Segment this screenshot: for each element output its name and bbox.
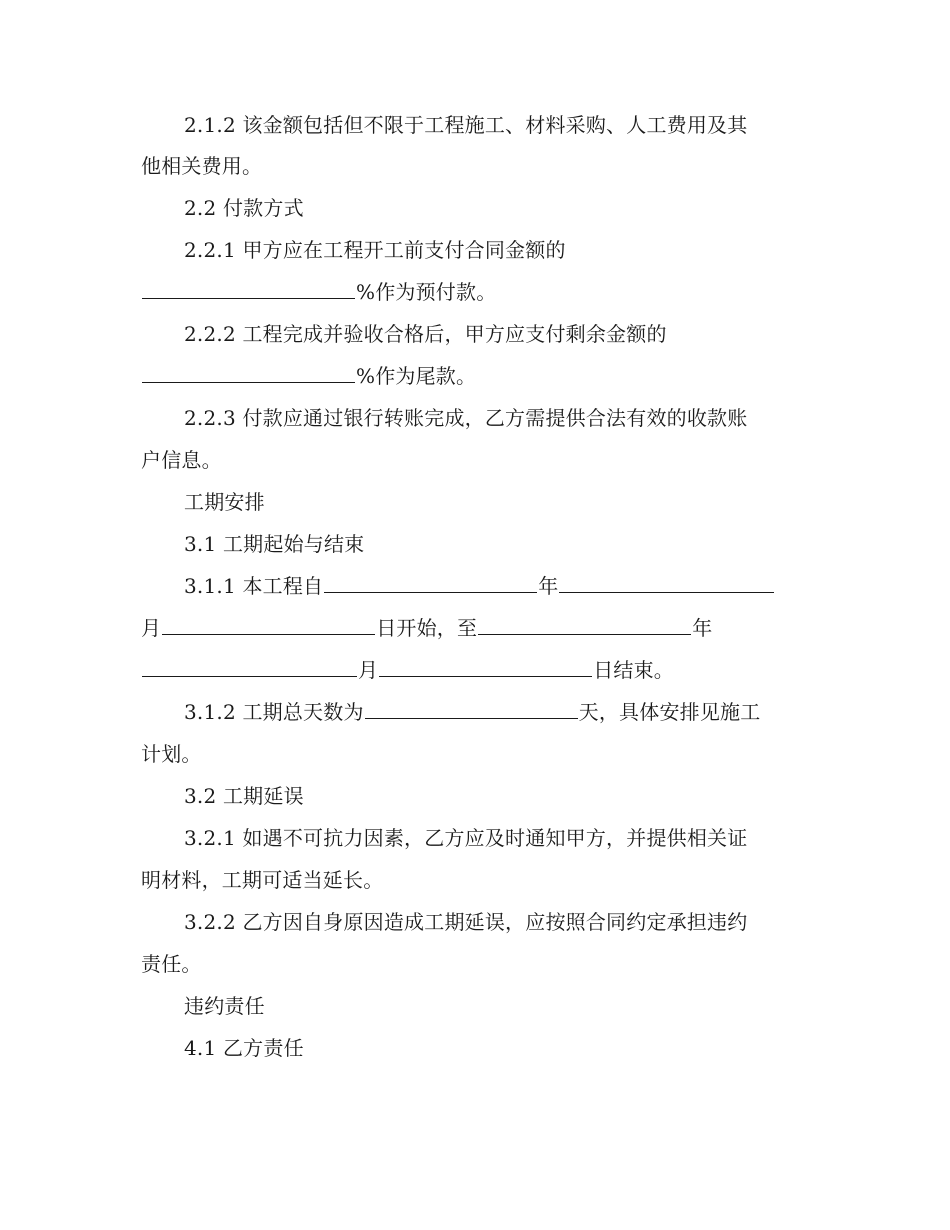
section-2-2-heading (141, 193, 796, 223)
clause-text: 年 (538, 574, 559, 598)
clause-text: 3.1.2 工期总天数为 (184, 700, 364, 724)
clause-3-1-2 (141, 697, 796, 727)
clause-3-1-1 (141, 571, 796, 601)
clause-2-1-2-cont (141, 151, 796, 181)
clause-text: 月 (358, 658, 379, 682)
clause-2-2-2-cont (141, 361, 796, 391)
section-heading: 3.1 工期起始与结束 (184, 532, 365, 556)
section-heading: 4.1 乙方责任 (184, 1036, 304, 1060)
start-day-blank[interactable] (162, 618, 375, 635)
clause-text: 年 (692, 616, 713, 640)
clause-3-2-1-cont (141, 865, 796, 895)
clause-text: 责任。 (141, 952, 202, 976)
end-day-blank[interactable] (379, 660, 592, 677)
clause-2-2-1-cont (141, 277, 796, 307)
section-heading: 违约责任 (184, 994, 265, 1018)
section-heading: 工期安排 (184, 490, 265, 514)
clause-text: 2.2.2 工程完成并验收合格后，甲方应支付剩余金额的 (184, 322, 667, 346)
section-heading-schedule (141, 487, 796, 517)
clause-3-1-1-cont (141, 613, 796, 643)
clause-text: 3.1.1 本工程自 (184, 574, 324, 598)
clause-text: %作为预付款。 (356, 280, 497, 304)
clause-text: 明材料，工期可适当延长。 (141, 868, 384, 892)
start-month-blank[interactable] (559, 576, 774, 593)
clause-text: 计划。 (141, 742, 202, 766)
clause-text: 2.2.3 付款应通过银行转账完成，乙方需提供合法有效的收款账 (184, 406, 748, 430)
clause-text: 3.2.1 如遇不可抗力因素，乙方应及时通知甲方，并提供相关证 (184, 826, 748, 850)
section-3-2-heading (141, 781, 796, 811)
clause-2-1-2 (141, 110, 796, 140)
section-heading-liability (141, 991, 796, 1021)
clause-text: 天，具体安排见施工 (578, 700, 761, 724)
clause-2-2-3-cont (141, 445, 796, 475)
clause-3-2-1 (141, 823, 796, 853)
clause-text: 户信息。 (141, 448, 222, 472)
clause-2-2-3 (141, 403, 796, 433)
percentage-blank[interactable] (142, 282, 355, 299)
clause-text: 月 (141, 616, 162, 640)
total-days-blank[interactable] (365, 702, 578, 719)
clause-2-2-2 (141, 319, 796, 349)
clause-2-2-1 (141, 235, 796, 265)
clause-text: %作为尾款。 (356, 364, 477, 388)
clause-text: 日开始，至 (376, 616, 478, 640)
end-year-blank[interactable] (478, 618, 691, 635)
percentage-blank[interactable] (142, 366, 355, 383)
clause-3-2-2-cont (141, 949, 796, 979)
section-heading: 2.2 付款方式 (184, 196, 304, 220)
clause-text: 2.1.2 该金额包括但不限于工程施工、材料采购、人工费用及其 (184, 113, 748, 137)
clause-text: 他相关费用。 (141, 154, 263, 178)
clause-text: 2.2.1 甲方应在工程开工前支付合同金额的 (184, 238, 566, 262)
clause-3-1-1-cont2 (141, 655, 796, 685)
section-4-1-heading (141, 1033, 796, 1063)
clause-text: 日结束。 (593, 658, 675, 682)
start-year-blank[interactable] (324, 576, 537, 593)
clause-3-1-2-cont (141, 739, 796, 769)
clause-text: 3.2.2 乙方因自身原因造成工期延误，应按照合同约定承担违约 (184, 910, 748, 934)
section-heading: 3.2 工期延误 (184, 784, 304, 808)
section-3-1-heading (141, 529, 796, 559)
clause-3-2-2 (141, 907, 796, 937)
end-month-blank[interactable] (142, 660, 357, 677)
